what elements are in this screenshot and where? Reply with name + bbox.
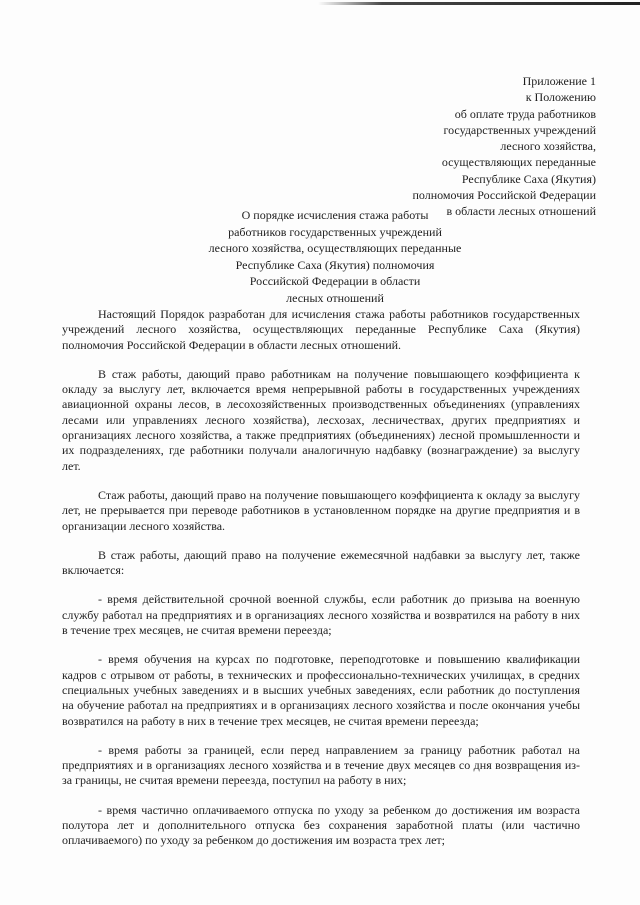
appendix-line: осуществляющих переданные	[441, 155, 596, 170]
scan-edge-artifact	[318, 2, 640, 5]
appendix-line: об оплате труда работников	[454, 106, 596, 121]
body-paragraph: В стаж работы, дающий право работникам на получение повышающего коэффициента к окладу за выслугу лет, включается время непрерывной работы в государственных учреждениях авиационной охраны лесов, в лесохозяйственных производственных объединениях (управлениях лесами или управлениях лесного хозяйства), лесхозах, лесничествах, других предприятиях и организациях лесного хозяйства, а также предприятиях (объединениях) лесной промышленности и их подразделениях, где работники получали аналогичную надбавку (вознаграждение) за выслугу лет.	[62, 366, 580, 473]
appendix-line: Республике Саха (Якутия)	[461, 171, 596, 186]
document-body	[62, 307, 580, 849]
title-line: Российской Федерации в области	[249, 274, 421, 288]
appendix-line: государственных учреждений	[443, 122, 596, 137]
body-paragraph: Стаж работы, дающий право на получение повышающего коэффициента к окладу за выслугу лет, не прерывается при переводе работников в установленном порядке на другие предприятия и в организации лесного хозяйства.	[62, 487, 580, 533]
body-paragraph: В стаж работы, дающий право на получение ежемесячной надбавки за выслугу лет, также включается:	[62, 547, 580, 578]
appendix-header	[296, 73, 596, 220]
appendix-line: в области лесных отношений	[446, 204, 596, 219]
appendix-line: к Положению	[525, 90, 596, 105]
title-line: О порядке исчисления стажа работы	[241, 208, 429, 222]
appendix-line: полномочия Российской Федерации	[412, 188, 596, 203]
title-line: работников государственных учреждений	[228, 224, 442, 239]
body-list-item: - время частично оплачиваемого отпуска по уходу за ребенком до достижения им возраста полутора лет и дополнительного отпуска без сохранения заработной платы (или частично оплачиваемого) по уходу за ребенком до достижения им возраста трех лет;	[62, 802, 580, 848]
title-line: лесных отношений	[286, 290, 384, 305]
appendix-line: лесного хозяйства,	[500, 139, 596, 154]
title-line: лесного хозяйства, осуществляющих переданные	[208, 241, 462, 255]
body-list-item: - время работы за границей, если перед направлением за границу работник работал на предприятиях и в организациях лесного хозяйства и в течение двух месяцев со дня возвращения из-за границы, не считая времени переезда, поступил на работу в них;	[62, 742, 580, 788]
body-list-item: - время обучения на курсах по подготовке, переподготовке и повышению квалификации кадров с отрывом от работы, в технических и профессионально-технических училищах, в средних специальных учебных заведениях и в высших учебных заведениях, если работник до поступления на обучение работал на предприятиях и в организациях лесного хозяйства и после окончания учебы возвратился на работу в них в течение трех месяцев, не считая времени переезда;	[62, 652, 580, 728]
document-title	[190, 207, 480, 306]
appendix-line: Приложение 1	[522, 74, 596, 88]
body-paragraph: Настоящий Порядок разработан для исчисления стажа работы работников государственных учреждений лесного хозяйства, осуществляющих переданные Республике Саха (Якутия) полномочия Российской Федерации в области лесных отношений.	[62, 307, 580, 352]
title-line: Республике Саха (Якутия) полномочия	[235, 257, 435, 272]
body-list-item: - время действительной срочной военной службы, если работник до призыва на военную службу работал на предприятиях и в организациях лесного хозяйства и возвратился на работу в них в течение трех месяцев, не считая времени переезда;	[62, 592, 580, 638]
